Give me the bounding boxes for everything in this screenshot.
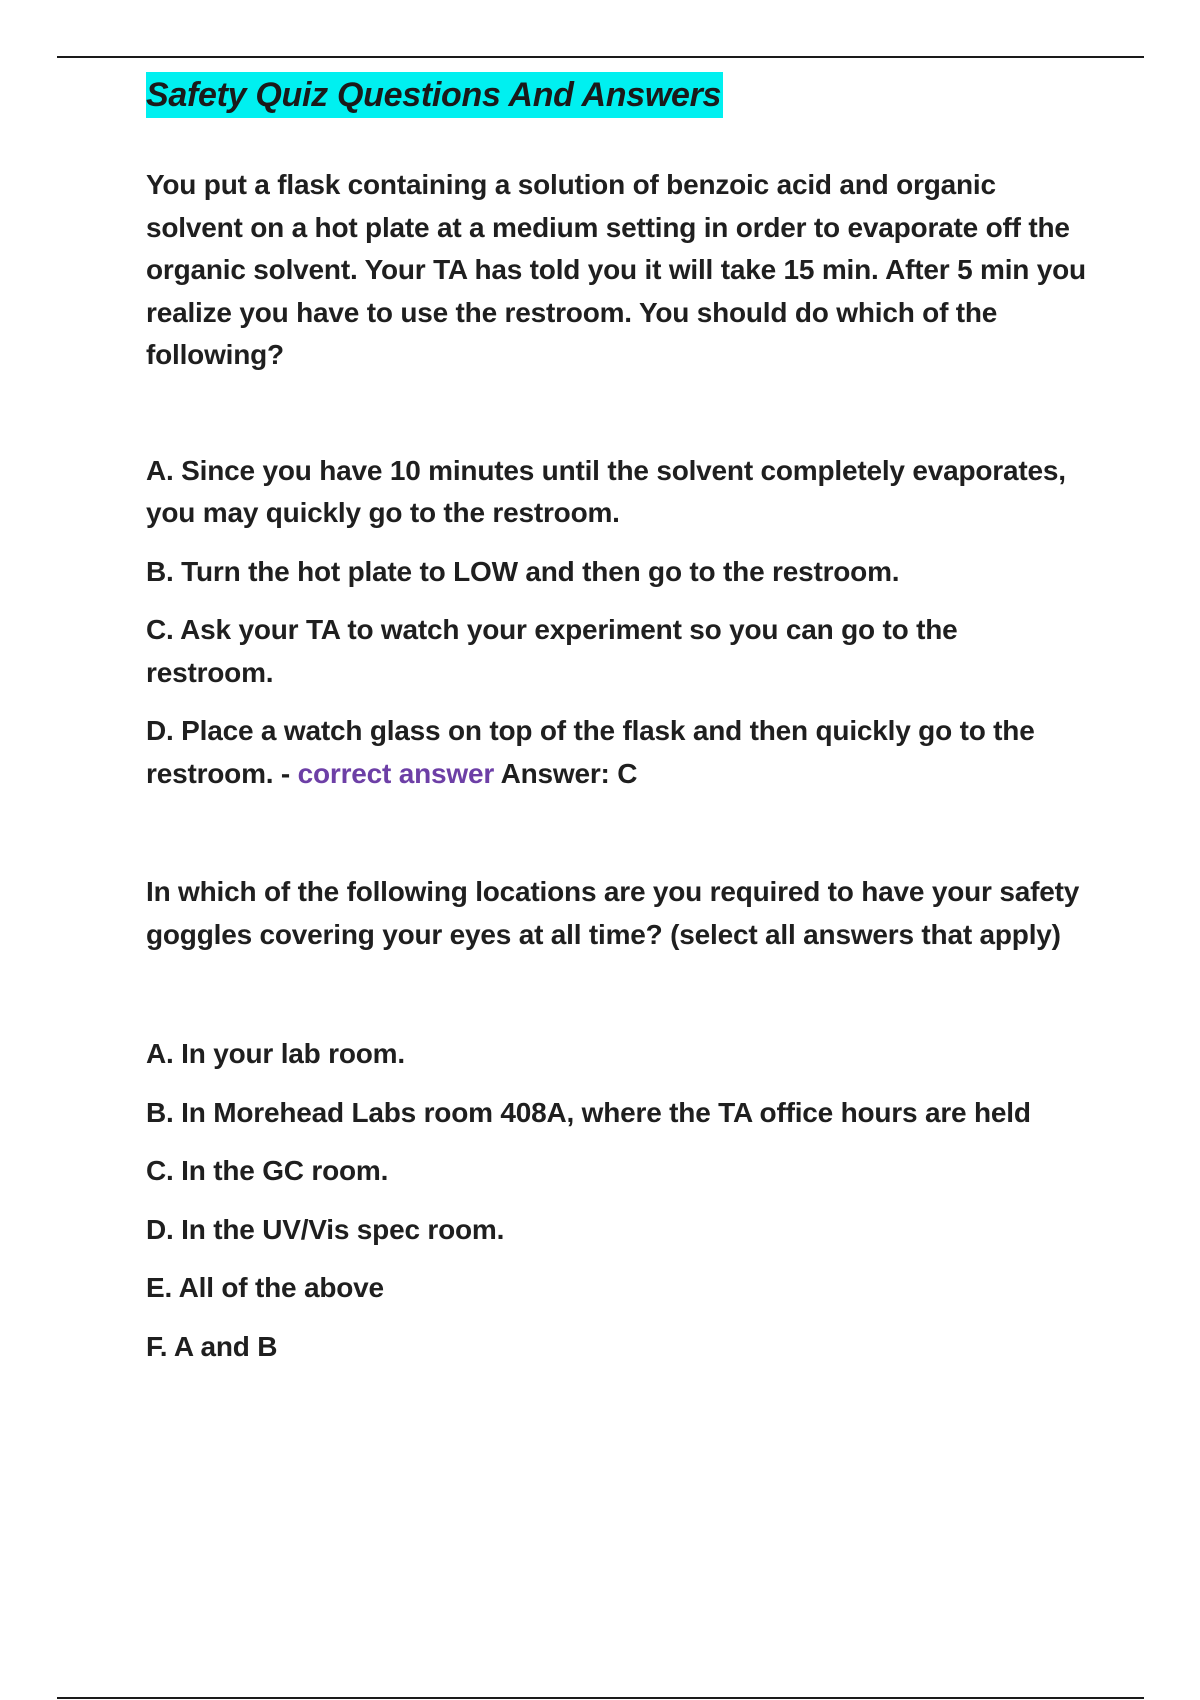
document-page	[146, 72, 1086, 1384]
footer-rule	[57, 1697, 1144, 1699]
question-2-option-e: E. All of the above	[146, 1272, 384, 1303]
question-1-option-b: B. Turn the hot plate to LOW and then go to the restroom.	[146, 555, 900, 587]
correct-answer-tag: correct answer	[297, 757, 495, 789]
question-1-option-d-text: D. Place a watch glass on top of the flask and then quickly go to the restroom. -	[146, 715, 1035, 789]
question-1-prompt: You put a flask containing a solution of benzoic acid and organic solvent on a hot plate at a medium setting in order to evaporate off the organic solvent. Your TA has told you it will take 15 min. After 5 min you realize you have to use the restroom. You should do which of the following?	[146, 169, 1086, 370]
question-2-option-b: B. In Morehead Labs room 408A, where the TA office hours are held	[146, 1096, 1031, 1128]
question-1-options	[146, 450, 1086, 796]
question-1-option-d	[146, 710, 1086, 795]
question-2-option-a: A. In your lab room.	[146, 1038, 405, 1069]
question-1-option-c: C. Ask your TA to watch your experiment so you can go to the restroom.	[146, 614, 958, 688]
question-1-answer: Answer: C	[494, 757, 638, 789]
question-2-options	[146, 1033, 1086, 1368]
question-2-option-d: D. In the UV/Vis spec room.	[146, 1213, 505, 1245]
question-1-option-a: A. Since you have 10 minutes until the solvent completely evaporates, you may quickly go to the restroom.	[146, 454, 1066, 528]
question-2-prompt: In which of the following locations are you required to have your safety goggles covering your eyes at all time? (select all answers that apply)	[146, 876, 1080, 950]
document-title: Safety Quiz Questions And Answers	[146, 72, 723, 118]
header-rule	[57, 56, 1144, 58]
question-2-option-c: C. In the GC room.	[146, 1155, 389, 1186]
question-2-option-f: F. A and B	[146, 1330, 278, 1362]
